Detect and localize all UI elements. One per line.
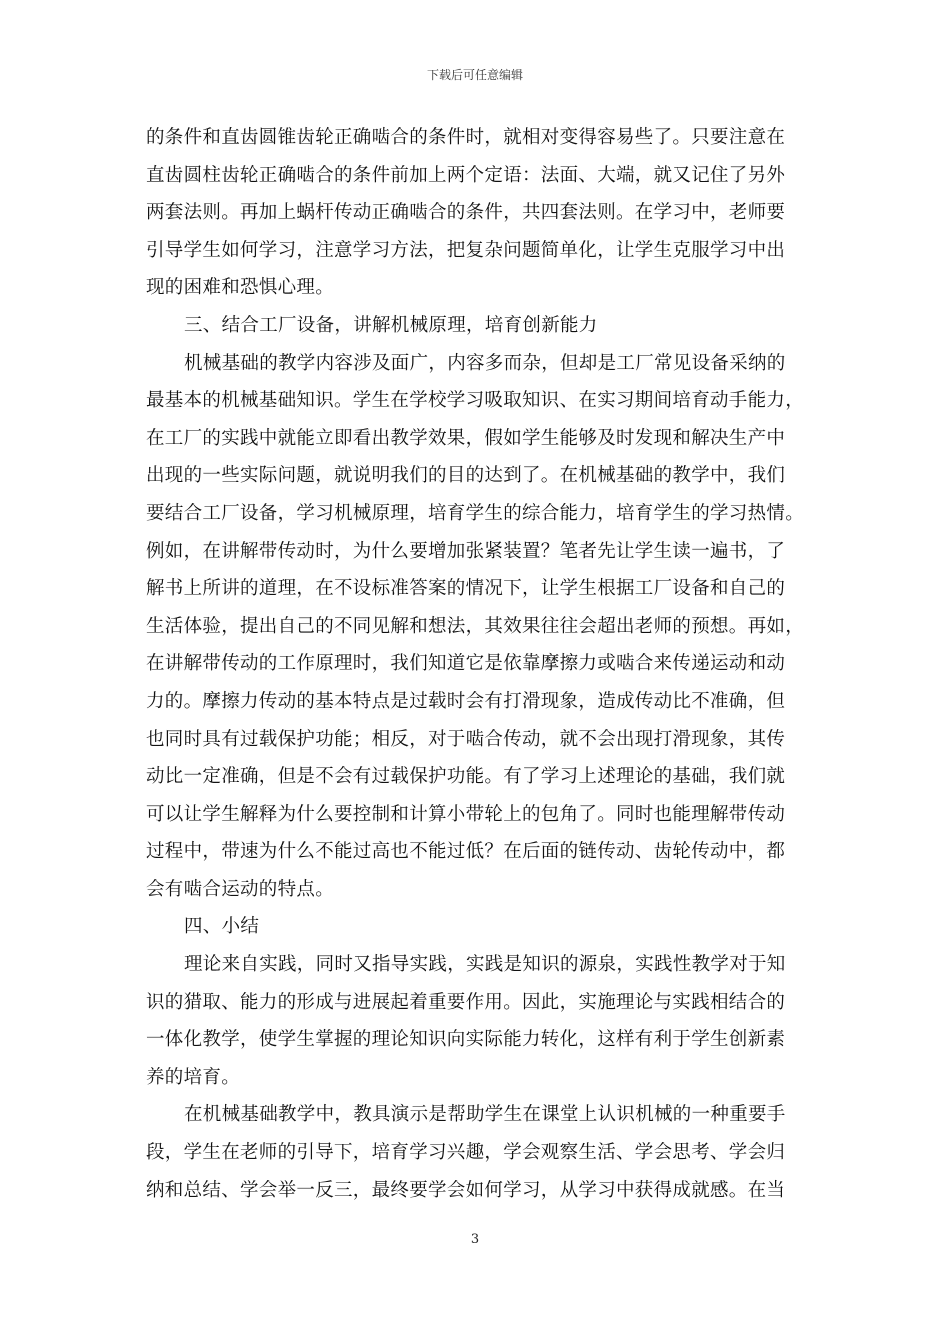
text-line: 识的猎取、能力的形成与进展起着重要作用。因此，实施理论与实践相结合的 xyxy=(146,991,786,1013)
text-line: 也同时具有过载保护功能；相反，对于啮合传动，就不会出现打滑现象，其传 xyxy=(146,728,786,750)
text-line: 要结合工厂设备，学习机械原理，培育学生的综合能力，培育学生的学习热情。 xyxy=(146,502,805,524)
text-line: 一体化教学，使学生掌握的理论知识向实际能力转化，这样有利于学生创新素 xyxy=(146,1029,786,1051)
page-header: 下载后可任意编辑 xyxy=(426,68,523,82)
text-line: 在工厂的实践中就能立即看出教学效果，假如学生能够及时发现和解决生产中 xyxy=(146,427,786,449)
text-line: 最基本的机械基础知识。学生在学校学习吸取知识、在实习期间培育动手能力， xyxy=(146,390,805,412)
text-line: 力的。摩擦力传动的基本特点是过载时会有打滑现象，造成传动比不准确，但 xyxy=(146,690,786,712)
text-line: 纳和总结、学会举一反三，最终要学会如何学习，从学习中获得成就感。在当 xyxy=(146,1179,786,1201)
text-line: 过程中，带速为什么不能过高也不能过低？在后面的链传动、齿轮传动中，都 xyxy=(146,841,786,863)
text-line: 可以让学生解释为什么要控制和计算小带轮上的包角了。同时也能理解带传动 xyxy=(146,803,786,825)
text-line: 养的培育。 xyxy=(146,1066,241,1088)
page-number: 3 xyxy=(470,1232,480,1247)
text-line: 段，学生在老师的引导下，培育学习兴趣，学会观察生活、学会思考、学会归 xyxy=(146,1142,786,1164)
text-line: 直齿圆柱齿轮正确啮合的条件前加上两个定语：法面、大端，就又记住了另外 xyxy=(146,164,786,186)
text-line: 生活体验，提出自己的不同见解和想法，其效果往往会超出老师的预想。再如， xyxy=(146,615,805,637)
text-line: 动比一定准确，但是不会有过载保护功能。有了学习上述理论的基础，我们就 xyxy=(146,766,786,788)
document-body xyxy=(146,119,826,1209)
text-line: 解书上所讲的道理，在不设标准答案的情况下，让学生根据工厂设备和自己的 xyxy=(146,578,786,600)
text-line: 会有啮合运动的特点。 xyxy=(146,878,335,900)
text-line: 出现的一些实际问题，就说明我们的目的达到了。在机械基础的教学中，我们 xyxy=(146,465,786,487)
text-line: 现的困难和恐惧心理。 xyxy=(146,277,335,299)
text-line: 机械基础的教学内容涉及面广，内容多而杂，但却是工厂常见设备采纳的 xyxy=(184,352,786,374)
text-line: 例如，在讲解带传动时，为什么要增加张紧装置？笔者先让学生读一遍书，了 xyxy=(146,540,786,562)
section-heading-3: 三、结合工厂设备，讲解机械原理，培育创新能力 xyxy=(184,314,598,336)
section-heading-4: 四、小结 xyxy=(184,916,260,938)
text-line: 理论来自实践，同时又指导实践，实践是知识的源泉，实践性教学对于知 xyxy=(184,954,786,976)
text-line: 在机械基础教学中，教具演示是帮助学生在课堂上认识机械的一种重要手 xyxy=(184,1104,786,1126)
text-line: 在讲解带传动的工作原理时，我们知道它是依靠摩擦力或啮合来传递运动和动 xyxy=(146,653,786,675)
text-line: 引导学生如何学习，注意学习方法，把复杂问题简单化，让学生克服学习中出 xyxy=(146,239,786,261)
text-line: 两套法则。再加上蜗杆传动正确啮合的条件，共四套法则。在学习中，老师要 xyxy=(146,202,786,224)
text-line: 的条件和直齿圆锥齿轮正确啮合的条件时，就相对变得容易些了。只要注意在 xyxy=(146,127,786,148)
